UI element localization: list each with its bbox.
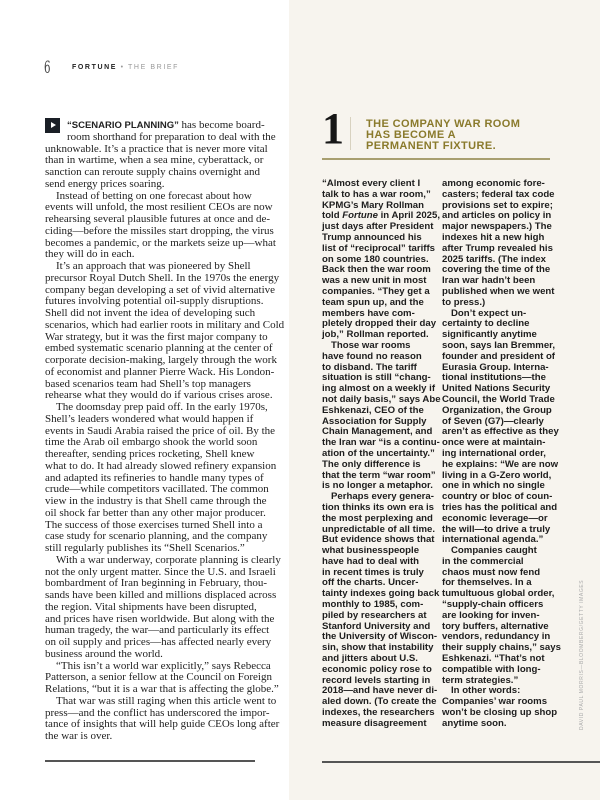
text-line: crude—while competitors vacillated. The common [45,483,269,496]
text-line: job,” Rollman reported. [322,329,429,341]
paragraph [45,694,280,743]
text-line: record levels starting in [322,674,431,686]
text-line: Companies caught [451,545,537,557]
text-line: “This isn’t a world war explicitly,” says Rebecca [56,659,271,672]
text-line: Stanford University and [322,620,431,632]
text-line: The only difference is [322,458,421,470]
paragraph [442,309,567,547]
text-line: major newspapers.) The [442,221,552,233]
text-line: sin, show that instability [322,642,434,654]
text-line: Patterson, a senior fellow at the Council on Foreign [45,671,272,684]
text-line: won’t be closing up shop [442,707,558,719]
text-line: Shell’s leaders wondered what would happen if [45,412,254,425]
sidebar-column-2 [442,179,567,730]
text-line: Don’t expect un- [451,307,527,319]
text-line: to press.) [442,296,486,308]
text-line: country or bloc of coun- [442,491,553,503]
text-line: Perhaps every genera- [331,491,434,503]
text-line: Companies’ war rooms [442,696,548,708]
text-line: HAS BECOME A [366,129,456,141]
text-line: still regularly publishes its “Shell Scenarios.” [45,542,245,554]
text-line: was a new unit in most [322,275,427,287]
text-line: based scenarios team had Shell’s top managers [45,377,251,390]
text-line: THE COMPANY WAR ROOM [366,118,521,130]
text-line: pletely dropped their day [322,318,437,330]
text-line: and adapted its refineries to handle many types of [45,471,264,484]
text-line: of Seven (G7)—clearly [442,415,544,427]
text-span: in April 2025, [377,210,440,222]
headline-rule [322,158,550,160]
text-line: aren’t as effective as they [442,426,559,438]
text-line: founder and president of [442,350,555,362]
text-line: room shorthand for preparation to deal with the [67,130,276,143]
text-line: “Almost every client I [322,178,421,189]
sidebar-column-1 [322,178,441,730]
text-line: not the only urgent matter. Since the U.S. and Israeli [45,565,276,578]
text-line: soon, says Ian Bremmer, [442,339,556,351]
text-line: Eshkenazi. “That’s not [442,653,545,665]
text-line: certainty to decline [442,318,530,330]
text-line: of economist and planner Pierre Wack. His London- [45,365,275,378]
text-line: KPMG’s Mary Rollman [322,199,424,211]
text-line: their supply chains,” says [442,642,561,654]
text-line: tion thinks its own era is [322,501,434,513]
text-line: rehearse what they would do if various crises arose. [45,389,273,402]
text-line: he explains: “We are now [442,458,559,470]
text-line: the war is over. [45,730,113,742]
text-line: thereafter, sending prices rocketing, Shell knew [45,448,255,460]
text-line: Council, the World Trade [442,393,555,405]
publication-name: FORTUNE [72,64,118,71]
text-line: Back then the war room [322,264,431,276]
text-line: and jitters about U.S. [322,653,418,665]
photo-credit: DAVID PAUL MORRIS—BLOOMBERG/GETTY IMAGES [579,579,585,730]
paragraph [45,659,279,696]
text-line: economic leverage—or [442,512,548,524]
text-line: on some 180 countries. [322,253,429,265]
paragraph [442,686,567,729]
italic-text: Fortune [342,210,378,222]
text-line: Eshkenazi, CEO of the [322,404,424,416]
text-line: have found no reason [322,350,422,362]
paragraph [45,402,275,555]
text-line: compatible with long- [442,663,541,675]
text-line: the Iran war “is a continu- [322,437,440,449]
paragraph [442,546,567,686]
text-line: on oil supply and prices—has affected nearly every [45,636,272,648]
text-span: has become board- [181,119,265,131]
text-line: tance of insights that will help guide CEOs long after [45,718,280,731]
section-name: THE BRIEF [128,64,180,71]
text-line: the region. Vital shipments have been disrupted, [45,600,257,613]
text-line: view in the industry is that Shell came through the [45,495,267,507]
text-line: they will do in each. [45,248,135,261]
text-line: the University of Wiscon- [322,631,438,643]
text-line: measure disagreement [322,717,427,729]
text-line: unpredictable of all time. [322,523,436,535]
text-line: one in which no single [442,480,545,492]
bottom-rule [322,761,600,763]
text-line: The doomsday prep paid off. In the early 1970s, [56,401,268,413]
text-line: Organization, the Group [442,404,552,416]
text-line: piled by researchers at [322,609,427,621]
text-line: United Nations Security [442,383,551,395]
text-line: published when we went [442,285,555,297]
text-line: and articles on policy in [442,210,552,222]
paragraph [45,191,275,262]
text-line: Relations, “but it is a war that is affecting the globe.” [45,683,279,695]
paragraph [322,339,441,492]
text-line: Association for Supply [322,415,427,427]
main-article [45,119,285,743]
text-line: War strategy, but it was the first major company to [45,330,268,343]
text-line: indexes hit a new high [442,231,545,243]
text-line: vendors, redundancy in [442,631,551,643]
text-line: Chain Management, and [322,426,433,438]
text-line: embed systematic scenario planning at the center of [45,342,273,355]
text-line: “supply-chain officers [442,599,544,611]
text-line: It’s an approach that was pioneered by Shell [56,260,251,272]
text-line: in the commercial [442,555,524,567]
text-line: sanction can reroute supply chains overnight and [45,166,261,178]
bottom-rule [45,760,255,762]
text-line: business around the world. [45,647,163,660]
text-line: human tragedy, the war—and particularly its effect [45,624,270,637]
text-line: are looking for inven- [442,609,540,621]
text-line: significantly anytime [442,329,537,341]
text-line: once were at maintain- [442,437,546,449]
paragraph [45,553,281,661]
paragraph [322,491,440,730]
text-line: rehearsing several plausible futures at once and de- [45,213,271,225]
text-line: chaos must now fend [442,566,541,578]
lead-in: “SCENARIO PLANNING” [67,120,182,131]
text-line: ation of the uncertainty.” [322,447,435,459]
text-line: talk to has a war room,” [322,188,431,200]
text-line: what to do. It had already slowed refinery expansion [45,459,277,472]
text-line: what businesspeople [322,545,420,557]
text-line: becomes a pandemic, or the markets seize up—what [45,236,276,249]
text-line: casters; federal tax code [442,188,555,200]
text-line: that the term “war room” [322,469,436,481]
text-line: oil shock far better than any other major producer. [45,506,266,519]
text-line: companies. “They get a [322,285,430,297]
text-line: term strategies.” [442,674,519,686]
text-line: In other words: [451,685,521,697]
text-line: list of “reciprocal” tariffs [322,242,436,254]
paragraph [322,178,440,341]
text-line: Eurasia Group. Interna- [442,361,549,373]
paragraph [45,120,275,191]
text-line: tory buffers, alternative [442,620,549,632]
text-line: international agenda.” [442,534,544,546]
text-line: ciding—before the missiles start dropping, the virus [45,224,274,237]
sidebar-headline [366,119,520,152]
paragraph [442,179,567,309]
text-line: press—and the conflict has underscored the impor- [45,706,270,719]
text-line: not daily basis,” says Abe [322,393,441,405]
text-line: With a war underway, corporate planning is clearly [56,553,281,566]
text-line: ing international order, [442,447,546,459]
page-number: 6 [44,58,51,78]
text-line: bombardment of Iran beginning in February, thou- [45,577,267,590]
text-line: monthly to 1985, com- [322,599,424,611]
text-line: precursor Royal Dutch Shell. In the 1970s the energy [45,271,280,284]
text-line: tional institutions—the [442,372,546,384]
text-line: among economic fore- [442,178,545,189]
text-line: have had to deal with [322,555,420,567]
text-line: events will unfold, the most resilient CEOs are now [45,201,273,214]
divider [350,117,351,150]
text-line: But evidence shows that [322,534,435,546]
text-line: for themselves. In a [442,577,532,589]
text-line: Those war rooms [331,339,411,351]
text-line: Instead of betting on one forecast about how [56,189,252,202]
text-line: members have com- [322,307,415,319]
text-line: Iran war hadn’t been [442,275,536,287]
text-line: anytime soon. [442,717,507,729]
text-line: PERMANENT FIXTURE. [366,140,497,152]
text-line: indexes, the researchers [322,707,435,719]
text-line: Trump announced his [322,231,422,243]
text-line: economic policy rose to [322,663,432,675]
text-line: covering the time of the [442,264,551,276]
text-line: futures involving potential oil-supply disruptions. [45,295,264,308]
text-line: than in wartime, when a sea mine, cyberattack, or [45,154,264,167]
text-line: company began developing a set of vivid alternative [45,283,276,296]
text-line: time the Arab oil embargo shook the world soon [45,436,258,449]
text-line: and prices have risen worldwide. But along with the [45,612,275,625]
text-line: 2018—and have never di- [322,685,438,697]
text-line: ing almost on a weekly if [322,383,436,395]
text-line: tries has the political and [442,501,558,513]
text-line: aled down. (To create the [322,696,437,708]
text-line: the most perplexing and [322,512,433,524]
text-line: tumultuous global order, [442,588,555,600]
text-line: send energy prices soaring. [45,177,165,190]
text-line [45,120,275,132]
separator: • [117,64,129,71]
text-line: provisions set to expire; [442,199,553,211]
text-line: is no longer a metaphor. [322,480,433,492]
text-line: in recent times is truly [322,566,424,578]
text-line: off the charts. Uncer- [322,577,419,589]
text-line: That war was still raging when this article went to [56,694,277,707]
text-line: after Trump revealed his [442,242,553,254]
text-line: Shell did not invent the idea of developing such [45,307,256,319]
list-number: 1 [322,104,344,153]
text-line: to disband. The tariff [322,361,417,373]
text-line: situation is still “chang- [322,372,431,384]
text-line: tainty indexes going back [322,588,440,600]
text-line: just days after President [322,221,434,233]
text-span: told [322,210,343,222]
text-line: living in a G-Zero world, [442,469,552,481]
text-line: team spun up, and the [322,296,424,308]
running-head [72,64,179,71]
paragraph [45,260,285,402]
text-line: sands have been killed and millions displaced across [45,589,277,601]
text-line: events in Saudi Arabia raised the price of oil. By the [45,424,276,437]
text-line: the will—to drive a truly [442,523,551,535]
text-line: The success of those exercises turned Shell into a [45,518,263,531]
text-line: case study for scenario planning, and the company [45,530,268,543]
text-line: unknowable. It’s a practice that is never more vital [45,142,268,155]
text-line: 2025 tariffs. (The index [442,253,546,265]
text-line: corporate decision-making, largely through the work [45,354,277,366]
text-line: scenarios, which had earlier roots in military and Cold [45,318,285,331]
